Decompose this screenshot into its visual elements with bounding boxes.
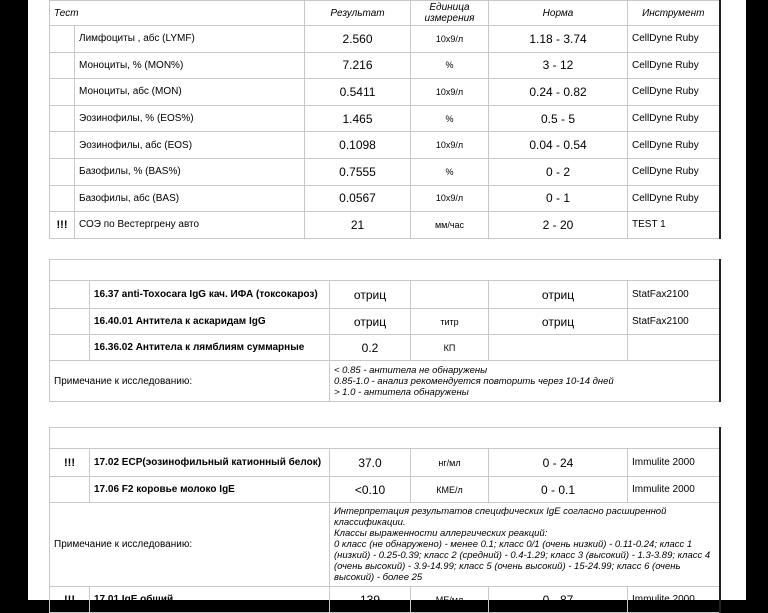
table-row (50, 212, 720, 239)
test-name: 16.40.01 Антитела к аскаридам IgG (90, 309, 330, 335)
note-line: 0.85-1.0 - анализ рекомендуется повторить через 10-14 дней (334, 375, 614, 387)
test-norm: 1.18 - 3.74 (489, 26, 628, 53)
test-instrument: CellDyne Ruby (628, 158, 720, 185)
test-result: 21 (305, 212, 411, 239)
allergy-note-text (330, 503, 720, 587)
note-label: Примечание к исследованию: (50, 361, 330, 402)
header-norm: Норма (489, 1, 628, 26)
test-result: <0.10 (330, 477, 411, 503)
header-unit: Единица измерения (411, 1, 489, 26)
test-unit: 10х9/л (411, 185, 489, 212)
photo-edge-right (746, 0, 768, 600)
table-row (50, 26, 720, 53)
test-norm: 0 - 87 (489, 587, 628, 613)
test-unit: КМЕ/л (411, 477, 489, 503)
test-instrument: Immulite 2000 (628, 449, 720, 477)
note-line: > 1.0 - антитела обнаружены (334, 386, 469, 398)
test-norm (489, 335, 628, 361)
test-result: 0.0567 (305, 185, 411, 212)
test-result: отриц (330, 281, 411, 309)
test-instrument: CellDyne Ruby (628, 185, 720, 212)
table-row (50, 79, 720, 106)
test-norm: 0.24 - 0.82 (489, 79, 628, 106)
test-result: 0.2 (330, 335, 411, 361)
test-name: 17.06 F2 коровье молоко IgE (90, 477, 330, 503)
table-row (50, 281, 720, 309)
test-result: отриц (330, 309, 411, 335)
test-unit: КП (411, 335, 489, 361)
parasite-note-text (330, 361, 720, 402)
test-instrument: Immulite 2000 (628, 477, 720, 503)
test-name: Моноциты, абс (MON) (75, 79, 305, 106)
test-instrument: StatFax2100 (628, 309, 720, 335)
flag-mark: !!! (50, 449, 90, 477)
test-result: 1.465 (305, 105, 411, 132)
test-norm: 2 - 20 (489, 212, 628, 239)
flag-mark (50, 26, 75, 53)
header-test: Тест (50, 1, 305, 26)
test-unit: нг/мл (411, 449, 489, 477)
note-line: < 0.85 - антитела не обнаружены (334, 364, 488, 376)
flag-mark (50, 79, 75, 106)
test-unit: мм/час (411, 212, 489, 239)
test-name: Эозинофилы, абс (EOS) (75, 132, 305, 159)
test-unit: % (411, 105, 489, 132)
parasite-note-row (50, 361, 720, 402)
table-row (50, 105, 720, 132)
test-name: 17.02 ECP(эозинофильный катионный белок) (90, 449, 330, 477)
test-instrument (628, 335, 720, 361)
photo-edge-left (0, 0, 28, 600)
header-result: Результат (305, 1, 411, 26)
table-header-row (50, 1, 720, 26)
allergy-note-row (50, 503, 720, 587)
note-line: 0 класс (не обнаружено) - менее 0.1; класс 0/1 (очень низкий) - 0.11-0.24; класс 1 (низкий) - 0.25-0.39; класс 2 (средний) - 0.4-1.29; класс 3 (высокий) - 1.3-3.89; класс 4 (очень высокий) - 3.9-14.99; класс 5 (очень высокий) - 15-24.99; класс 6 (очень высокий) - более 25 (334, 539, 711, 583)
test-name: Моноциты, % (MON%) (75, 52, 305, 79)
test-unit (411, 281, 489, 309)
flag-mark (50, 132, 75, 159)
test-result: 0.7555 (305, 158, 411, 185)
test-norm: отриц (489, 281, 628, 309)
flag-mark (50, 105, 75, 132)
table-row (50, 52, 720, 79)
test-norm: 0 - 0.1 (489, 477, 628, 503)
flag-mark: !!! (50, 587, 90, 613)
test-unit: МЕ/мл (411, 587, 489, 613)
note-line: Интерпретация результатов специфических IgE согласно расширенной классификации. (334, 506, 667, 528)
test-result: 0.1098 (305, 132, 411, 159)
parasite-antibody-table (49, 259, 721, 402)
test-unit: 10х9/л (411, 26, 489, 53)
table-row (50, 309, 720, 335)
test-instrument: StatFax2100 (628, 281, 720, 309)
test-unit: 10х9/л (411, 132, 489, 159)
test-unit: 10х9/л (411, 79, 489, 106)
table-row (50, 132, 720, 159)
section-spacer-row (50, 428, 720, 449)
table-row (50, 449, 720, 477)
test-name: СОЭ по Вестергрену авто (75, 212, 305, 239)
test-name: Эозинофилы, % (EOS%) (75, 105, 305, 132)
test-result: 37.0 (330, 449, 411, 477)
section-spacer-row (50, 260, 720, 281)
flag-mark (50, 477, 90, 503)
test-name: 16.36.02 Антитела к лямблиям суммарные (90, 335, 330, 361)
table-row (50, 185, 720, 212)
test-instrument: TEST 1 (628, 212, 720, 239)
table-row (50, 158, 720, 185)
test-instrument: Immulite 2000 (628, 587, 720, 613)
flag-mark (50, 281, 90, 309)
test-result: 0.5411 (305, 79, 411, 106)
flag-mark (50, 309, 90, 335)
table-row (50, 477, 720, 503)
test-name: 17.01 IgE общий (90, 587, 330, 613)
note-label: Примечание к исследованию: (50, 503, 330, 587)
flag-mark: !!! (50, 212, 75, 239)
test-instrument: CellDyne Ruby (628, 105, 720, 132)
test-instrument: CellDyne Ruby (628, 79, 720, 106)
cbc-results-table (49, 0, 721, 239)
test-unit: титр (411, 309, 489, 335)
flag-mark (50, 335, 90, 361)
header-instrument: Инструмент (628, 1, 720, 26)
flag-mark (50, 185, 75, 212)
test-unit: % (411, 158, 489, 185)
test-result: 2.560 (305, 26, 411, 53)
test-norm: 0 - 2 (489, 158, 628, 185)
test-instrument: CellDyne Ruby (628, 52, 720, 79)
test-name: Базофилы, абс (BAS) (75, 185, 305, 212)
test-result: 139 (330, 587, 411, 613)
flag-mark (50, 158, 75, 185)
test-result: 7.216 (305, 52, 411, 79)
test-instrument: CellDyne Ruby (628, 26, 720, 53)
test-norm: 0.5 - 5 (489, 105, 628, 132)
test-norm: 0 - 1 (489, 185, 628, 212)
test-instrument: CellDyne Ruby (628, 132, 720, 159)
test-name: 16.37 anti-Toxocara IgG кач. ИФА (токсокароз) (90, 281, 330, 309)
table-row (50, 335, 720, 361)
test-norm: 3 - 12 (489, 52, 628, 79)
test-norm: 0 - 24 (489, 449, 628, 477)
test-norm: отриц (489, 309, 628, 335)
test-name: Лимфоциты , абс (LYMF) (75, 26, 305, 53)
test-unit: % (411, 52, 489, 79)
allergy-table (49, 427, 721, 613)
test-norm: 0.04 - 0.54 (489, 132, 628, 159)
flag-mark (50, 52, 75, 79)
note-line: Классы выраженности аллергических реакций: (334, 528, 548, 539)
test-name: Базофилы, % (BAS%) (75, 158, 305, 185)
